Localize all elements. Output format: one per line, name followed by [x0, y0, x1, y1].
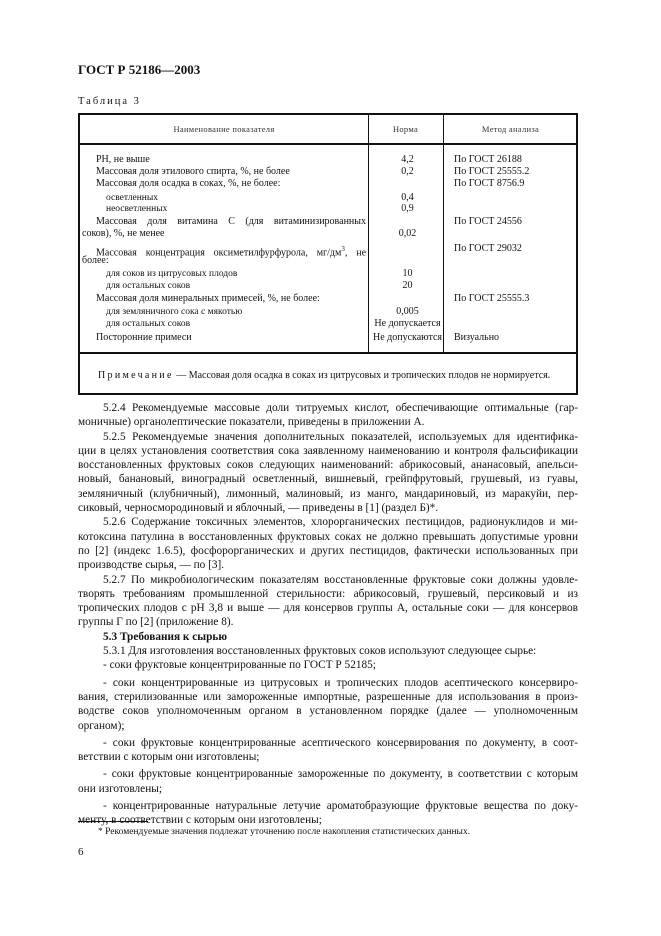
table-row: [80, 268, 576, 280]
text-line: моничные) органолептические показатели, приведены в приложении А.: [78, 416, 425, 429]
table-caption: Таблица 3: [78, 96, 141, 107]
method-value: По ГОСТ 29032: [454, 243, 522, 254]
indicator-name-tail: , не: [344, 247, 367, 259]
table-row: [80, 318, 576, 330]
indicator-name: для соков из цитрусовых плодов: [106, 269, 238, 279]
text-line: творять требованиям промышленной стерильности: абрикосовый, грушевый, персиковый и из: [78, 587, 578, 600]
norm-value: 0,9: [401, 203, 414, 214]
text-line: 5.2.7 По микробиологическим показателям восстановленные фруктовые соки должны удовле-: [103, 573, 578, 586]
table-row: [80, 280, 576, 292]
table-row: [80, 293, 576, 305]
text-line: - соки фруктовые концентрированные по ГОСТ Р 52185;: [103, 659, 376, 672]
note-divider: [80, 352, 576, 354]
table-row: [80, 243, 576, 259]
method-value: Визуально: [454, 332, 500, 343]
text-line: котоксина патулина в восстановленных фруктовых соках не должно превышать допустимые уровни: [78, 530, 578, 543]
text-line: по [2] (индекс 1.6.5), фосфорорганических и других пестицидов, фактически использованных при: [78, 544, 578, 557]
norm-value: 4,2: [401, 154, 414, 165]
text-line: новый, банановый, виноградный осветленный, вишневый, грейпфрутовый, грушевый, из гуавы,: [78, 473, 578, 486]
indicator-name: для земляничного сока с мякотью: [106, 307, 243, 317]
norm-value: 0,4: [401, 192, 414, 203]
text-line: тропических плодов с pH 3,8 и выше — для консервов группы А, остальные соки — для консервов: [78, 602, 578, 615]
indicators-table: [78, 113, 578, 395]
table-note: [98, 370, 550, 381]
note-label: Примечание: [98, 370, 174, 381]
superscript: 3: [341, 245, 345, 253]
table-row: [80, 306, 576, 318]
text-line: 5.2.6 Содержание токсичных элементов, хлорорганических пестицидов, радионуклидов и ми-: [103, 516, 578, 529]
table-row: [80, 178, 576, 190]
norm-value: Не допускается: [374, 318, 441, 329]
norm-value: 0,02: [398, 228, 417, 239]
text-line: - концентрированные натуральные летучие ароматобразующие фруктовые вещества по доку-: [103, 800, 578, 813]
column-header-name: Наименование показателя: [173, 124, 275, 134]
norm-value: 20: [402, 280, 413, 291]
indicator-name: неосветленных: [106, 204, 168, 214]
text-line: восстановленных фруктовых соков следующих наименований: абрикосовый, ананасовый, апельси-: [78, 459, 578, 472]
text-line: они изготовлены;: [78, 782, 162, 795]
section-heading: 5.3 Требования к сырью: [103, 630, 227, 643]
document-header: ГОСТ Р 52186—2003: [78, 62, 201, 77]
table-row: [80, 332, 576, 344]
indicator-name-continued: более:: [82, 255, 109, 266]
note-text: — Массовая доля осадка в соках из цитрусовых и тропических плодов не нормируется.: [173, 370, 551, 381]
indicator-name: Массовая доля осадка в соках, %, не более:: [96, 178, 281, 189]
text-line: производстве сырья, — по [3].: [78, 559, 225, 572]
table-row: [80, 166, 576, 178]
column-header-method: Метод анализа: [481, 124, 540, 134]
text-line: - соки фруктовые концентрированные замороженные по документу, в соответствии с которым: [103, 768, 578, 781]
text-line: водстве соков уполномоченным органом в установленном порядке (далее — уполномоченным: [78, 705, 578, 718]
method-value: По ГОСТ 8756.9: [454, 178, 525, 189]
text-line: 5.3.1 Для изготовления восстановленных фруктовых соков используют следующее сырье:: [103, 645, 537, 658]
method-value: По ГОСТ 24556: [454, 216, 522, 227]
text-line: группы Г по [2] (приложение 8).: [78, 616, 234, 629]
table-row: [80, 154, 576, 166]
table-row: [80, 228, 576, 240]
column-header-norm: Норма: [392, 124, 419, 134]
text-line: земляничный (клубничный), лимонный, малиновый, из манго, мандариновый, из маракуйи, пер-: [78, 487, 578, 500]
indicator-name: осветленных: [106, 193, 159, 203]
indicator-name: Посторонние примеси: [96, 332, 192, 343]
text-line: вания, стерилизованные или замороженные импортные, разрешенные для использования в произ-: [78, 690, 578, 703]
text-line: ции в целях установления соответствия сока заявленному наименованию и контроля фальсификации: [78, 444, 578, 457]
indicator-name: для остальных соков: [106, 319, 191, 329]
method-value: По ГОСТ 25555.3: [454, 293, 530, 304]
body-text: [78, 401, 578, 828]
footnote: * Рекомендуемые значения подлежат уточнению после накопления статистических данных.: [98, 827, 471, 837]
text-line: - соки концентрированные из цитрусовых и тропических плодов асептического консервиро-: [103, 676, 578, 689]
table-row: [80, 203, 576, 215]
norm-value: 0,2: [401, 166, 414, 177]
page-number: 6: [78, 846, 84, 858]
text-line: органом);: [78, 719, 125, 732]
indicator-name-text: Массовая концентрация оксиметилфурфурола, мг/дм: [96, 247, 342, 259]
norm-value: 10: [402, 268, 413, 279]
indicator-name: Массовая доля минеральных примесей, %, не более:: [96, 293, 320, 304]
text-line: сиковый, черносмородиновый и яблочный, — приведены в [1] (раздел Б)*.: [78, 502, 439, 515]
text-line: - соки фруктовые концентрированные асептического консервирования по документу, в соот-: [103, 736, 578, 749]
table-row: [80, 255, 576, 267]
text-line: 5.2.5 Рекомендуемые значения дополнительных показателей, используемых для идентифика-: [103, 430, 578, 443]
header-divider: [80, 143, 576, 145]
table-row: [80, 216, 576, 228]
text-line: менту, в соответствии с которым они изготовлены;: [78, 814, 322, 827]
text-line: ветствии с которым они изготовлены;: [78, 751, 260, 764]
text-line: 5.2.4 Рекомендуемые массовые доли титруемых кислот, обеспечивающие оптимальные (гар-: [103, 402, 578, 414]
norm-value: 0,005: [396, 306, 419, 317]
method-value: По ГОСТ 25555.2: [454, 166, 530, 177]
indicator-name: Массовая доля этилового спирта, %, не более: [96, 166, 290, 177]
method-value: По ГОСТ 26188: [454, 154, 522, 165]
indicator-name: РН, не выше: [96, 154, 150, 165]
footnote-rule: [78, 821, 148, 822]
indicator-name-continued: соков), %, не менее: [82, 228, 165, 239]
indicator-name: Массовая доля витамина С (для витаминизированных: [96, 216, 366, 227]
norm-value: Не допускаются: [372, 332, 443, 343]
indicator-name: для остальных соков: [106, 281, 191, 291]
